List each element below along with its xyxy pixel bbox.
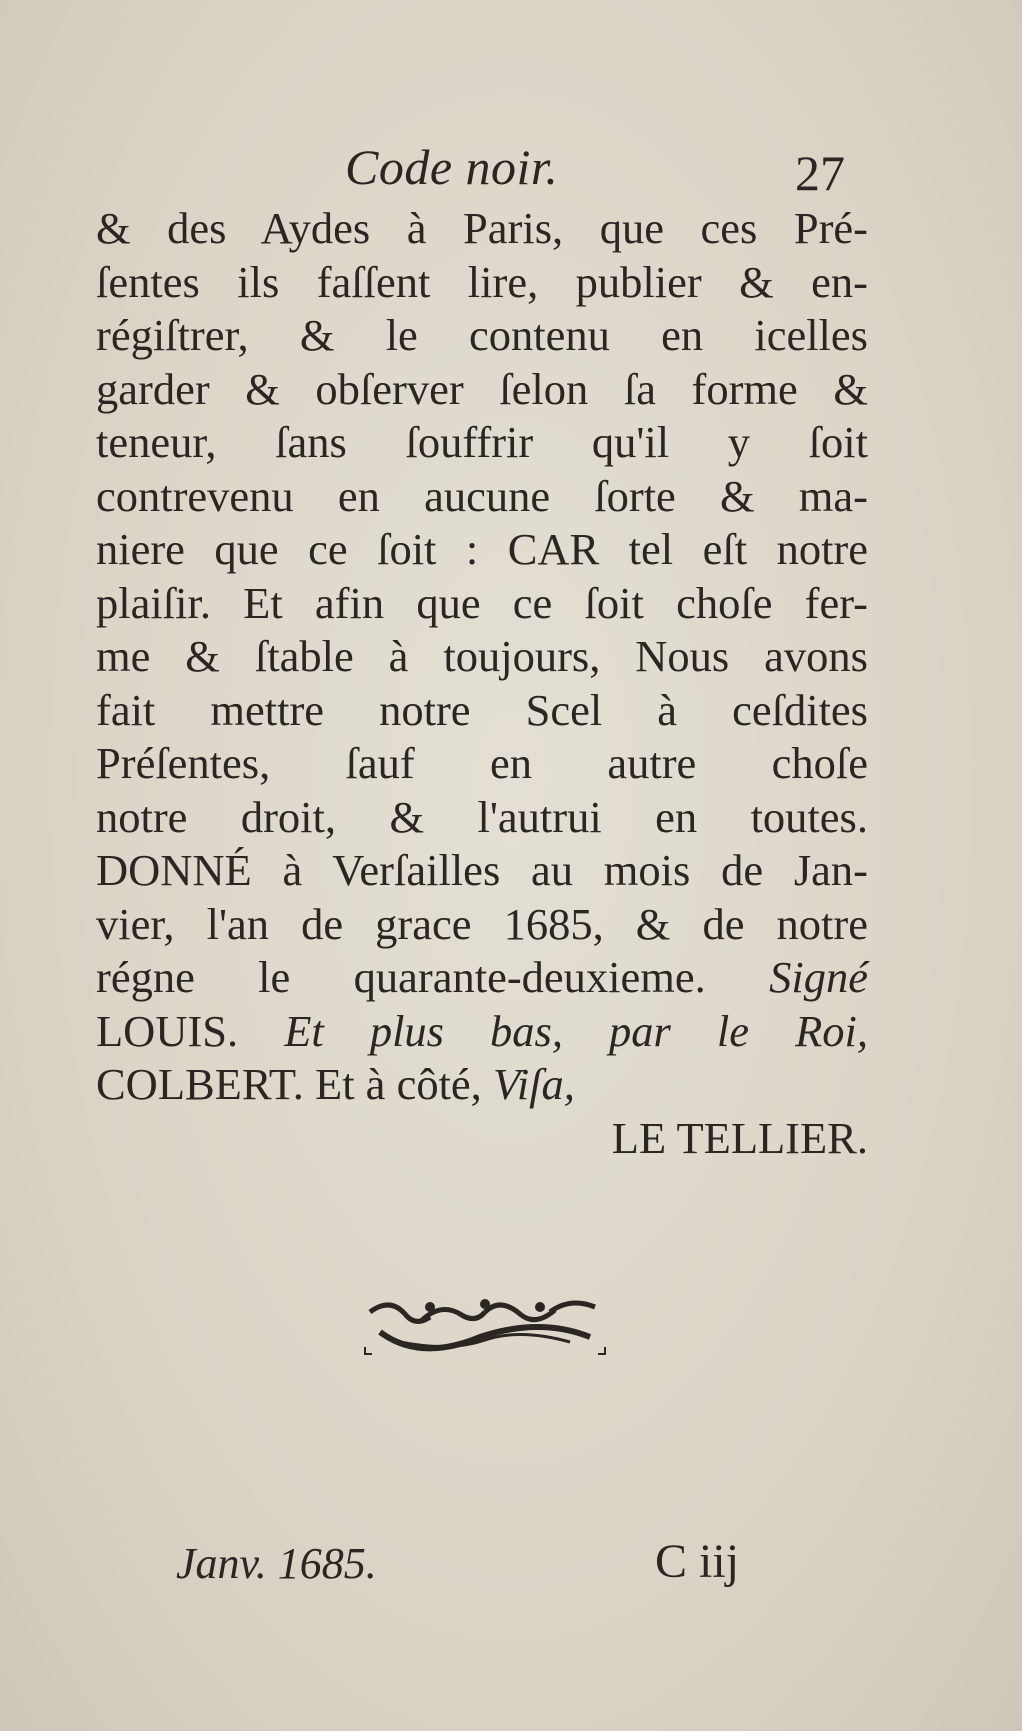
fleuron-ornament-icon [360, 1292, 610, 1362]
small-caps-word: DONNÉ [96, 845, 252, 895]
text-line: ſentes ils faſſent lire, publier & en- [96, 256, 868, 307]
text-line: fait mettre notre Scel à ceſdites [96, 684, 868, 735]
text-segment: Et à côté, [303, 1059, 482, 1109]
running-head-title: Code noir. [345, 139, 559, 195]
text-line: contrevenu en aucune ſorte & ma- [96, 470, 868, 521]
text-segment: niere que ce ſoit : [96, 524, 479, 574]
italic-word: Signé [769, 952, 868, 1002]
text-line: vier, l'an de grace 1685, & de notre [96, 898, 868, 949]
text-line: LE TELLIER. [611, 1112, 868, 1163]
signature-name: LOUIS. [96, 1005, 239, 1056]
text-segment: tel eſt notre [599, 524, 868, 574]
text-line: Préſentes, ſauf en autre choſe [96, 738, 868, 788]
text-line: notre droit, & l'autrui en toutes. [96, 791, 868, 842]
text-line [96, 844, 868, 898]
signature-line: Janv. 1685. [176, 1539, 377, 1588]
body-text [96, 202, 868, 1165]
signature-mark: C iij [655, 1535, 740, 1588]
text-segment: à Verſailles au mois de Jan- [251, 845, 868, 895]
page-number: 27 [795, 145, 845, 201]
text-line [96, 951, 868, 1005]
text-line: garder & obſerver ſelon ſa forme & [96, 363, 868, 414]
italic-word: Viſa, [492, 1059, 575, 1109]
text-line [96, 523, 868, 577]
text-line [96, 1058, 868, 1112]
text-line: régiſtrer, & le contenu en icelles [96, 310, 868, 360]
text-line: teneur, ſans ſouffrir qu'il y ſoit [96, 417, 868, 467]
text-line: plaiſir. Et afin que ce ſoit choſe fer- [96, 577, 868, 628]
small-caps-word: COLBERT. [96, 1059, 304, 1109]
small-caps-word: CAR [507, 524, 600, 574]
text-line: me & ſtable à toujours, Nous avons [96, 631, 868, 681]
text-line: & des Aydes à Paris, que ces Pré- [96, 203, 868, 253]
text-segment: régne le quarante-deuxieme. [96, 952, 706, 1002]
italic-phrase: Et plus bas, par le Roi, [284, 1005, 869, 1056]
text-line [96, 1005, 868, 1059]
